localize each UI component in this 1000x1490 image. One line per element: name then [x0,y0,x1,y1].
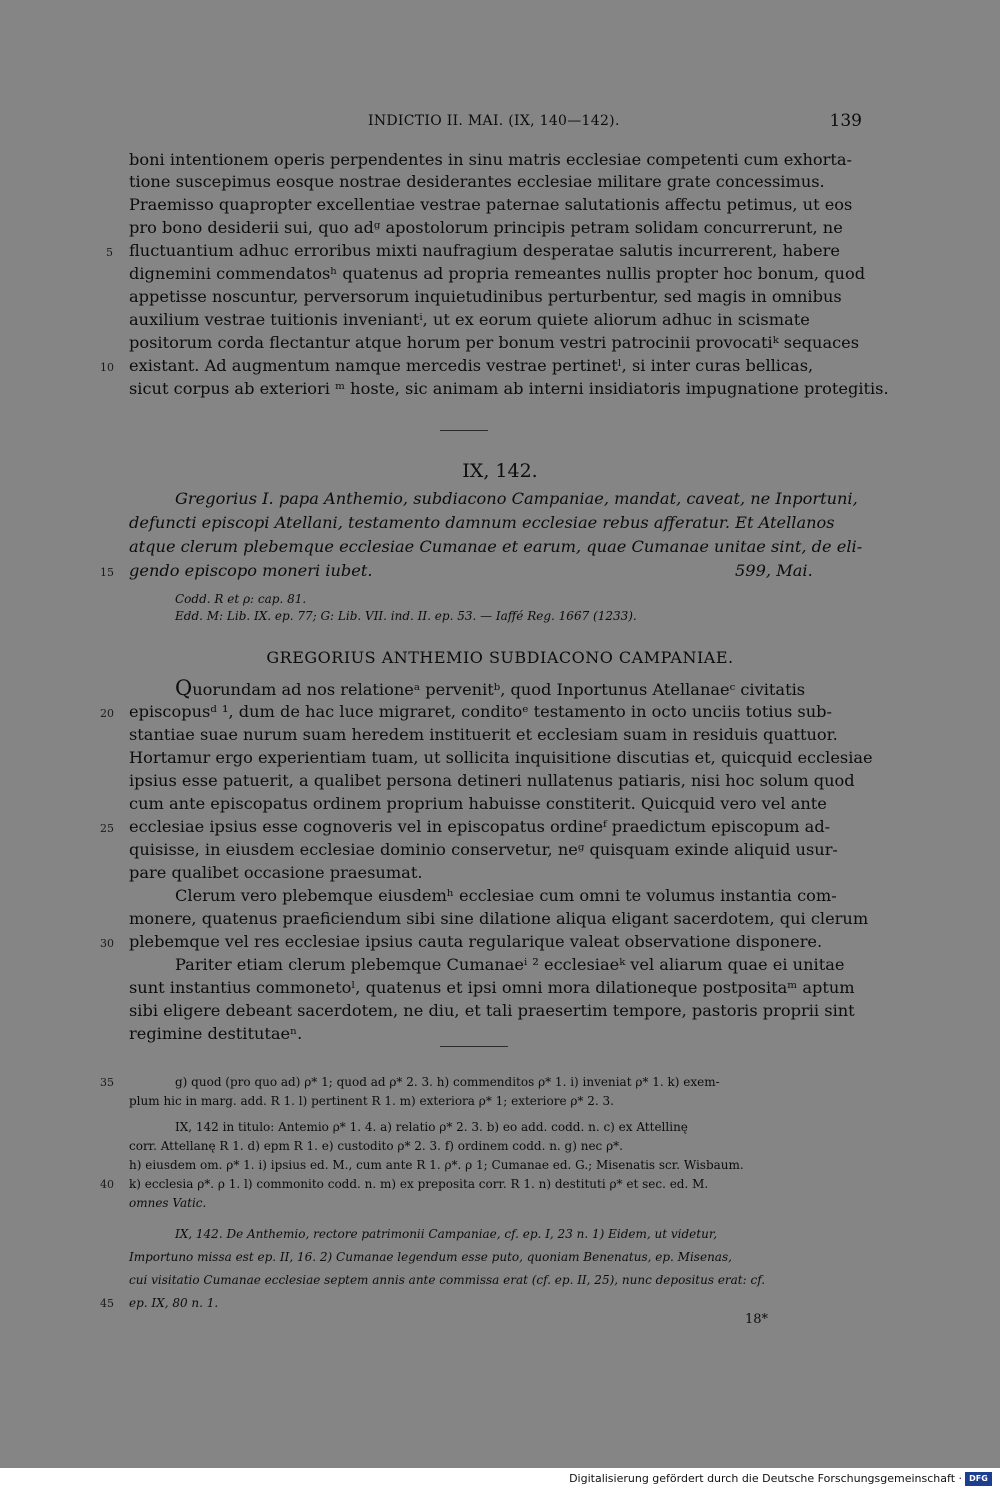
text-line: quisisse, in eiusdem ecclesiae dominio conservetur, neᵍ quisquam exinde aliquid usur- [129,840,838,859]
text-line-rest: uorundam ad nos relationeᵃ pervenitᵇ, quod Inportunus Atellanaeᶜ civitatis [192,680,806,699]
apparatus-line: omnes Vatic. [129,1196,207,1210]
line-number: 40 [100,1178,114,1191]
footnote-separator [440,1046,508,1047]
text-line: episcopusᵈ ¹, dum de hac luce migraret, conditoᵉ testamento in octo unciis totius sub- [129,702,832,721]
summary-line: atque clerum plebemque ecclesiae Cumanae et earum, quae Cumanae unitae sint, de eli- [129,537,863,556]
text-line: positorum corda flectantur atque horum per bonum vestri patrocinii provocatiᵏ sequaces [129,333,860,352]
epistle-number: IX, 142. [462,460,538,482]
dfg-logo: DFG [965,1472,992,1486]
text-line: regimine destitutaeⁿ. [129,1024,303,1043]
funding-text: Digitalisierung gefördert durch die Deutsche Forschungsgemeinschaft · [569,1472,962,1485]
text-line: fluctuantium adhuc erroribus mixti naufragium desperatae salutis incurrerent, habere [129,241,840,260]
text-line: ipsius esse patuerit, a qualibet persona detineri nullatenus patiaris, nisi hoc solum quod [129,771,855,790]
text-line [175,677,805,702]
running-head [130,113,862,137]
text-line: plebemque vel res ecclesiae ipsius cauta regularique valeat observatione disponere. [129,932,823,951]
text-line: Pariter etiam clerum plebemque Cumanaeⁱ ² ecclesiaeᵏ vel aliarum quae ei unitae [175,955,845,974]
summary-line: Gregorius I. papa Anthemio, subdiacono Campaniae, mandat, caveat, ne Inportuni, [175,489,858,508]
editions-note: Edd. M: Lib. IX. ep. 77; G: Lib. VII. ind. II. ep. 53. — Iaffé Reg. 1667 (1233). [175,609,637,623]
apparatus-line: plum hic in marg. add. R 1. l) pertinent R 1. m) exteriora ρ* 1; exteriore ρ* 2. 3. [129,1094,614,1108]
line-number: 45 [100,1297,114,1310]
text-line: dignemini commendatosʰ quatenus ad propria remeantes nullis propter hoc bonum, quod [129,264,866,283]
signature-mark: 18* [745,1312,769,1327]
text-line: tione suscepimus eosque nostrae desiderantes ecclesiae militare grate concessimus. [129,172,825,191]
summary-line: defuncti episcopi Atellani, testamento damnum ecclesiae rebus afferatur. Et Atellanos [129,513,835,532]
text-line: existant. Ad augmentum namque mercedis vestrae pertinetˡ, si inter curas bellicas, [129,356,814,375]
commentary-line: ep. IX, 80 n. 1. [129,1296,219,1310]
line-number: 35 [100,1076,114,1089]
summary-line: gendo episcopo moneri iubet. [129,561,373,580]
apparatus-line: IX, 142 in titulo: Antemio ρ* 1. 4. a) relatio ρ* 2. 3. b) eo add. codd. n. c) ex Attellinę [175,1120,688,1134]
commentary-line: cui visitatio Cumanae ecclesiae septem annis ante commissa erat (cf. ep. II, 25), nunc depositus erat: cf. [129,1273,766,1287]
apparatus-line: corr. Attellanę R 1. d) epm R 1. e) custodito ρ* 2. 3. f) ordinem codd. n. g) nec ρ*. [129,1139,623,1153]
line-number: 10 [100,361,114,374]
text-line: cum ante episcopatus ordinem proprium habuisse constiterit. Quicquid vero vel ante [129,794,827,813]
codices-note: Codd. R et ρ: cap. 81. [175,592,307,606]
text-line: ecclesiae ipsius esse cognoveris vel in episcopatus ordineᶠ praedictum episcopum ad- [129,817,831,836]
drop-cap: Q [175,676,193,700]
text-line: sunt instantius commonetoˡ, quatenus et ipsi omni mora dilationeque postpositaᵐ aptum [129,978,855,997]
text-line: Praemisso quapropter excellentiae vestrae paternae salutationis affectu petimus, ut eos [129,195,853,214]
text-line: Hortamur ergo experientiam tuam, ut sollicita inquisitione discutias et, quicquid ecclesiae [129,748,873,767]
commentary-line: Importuno missa est ep. II, 16. 2) Cumanae legendum esse puto, quoniam Benenatus, ep. Misenas, [129,1250,732,1264]
line-number: 20 [100,707,114,720]
apparatus-line: g) quod (pro quo ad) ρ* 1; quod ad ρ* 2. 3. h) commenditos ρ* 1. i) inveniat ρ* 1. k) exem- [175,1075,720,1089]
apparatus-line: h) eiusdem om. ρ* 1. i) ipsius ed. M., cum ante R 1. ρ*. ρ 1; Cumanae ed. G.; Misenatis scr. Wisbaum. [129,1158,744,1172]
text-line: appetisse noscuntur, perversorum inquietudinibus perturbentur, sed magis in omnibus [129,287,842,306]
text-line: pare qualibet occasione praesumat. [129,863,423,882]
text-line: Clerum vero plebemque eiusdemʰ ecclesiae cum omni te volumus instantia com- [175,886,837,905]
text-line: sicut corpus ab exteriori ᵐ hoste, sic animam ab interni insidiatoris impugnatione protegitis. [129,379,889,398]
running-head-title: INDICTIO II. MAI. (IX, 140—142). [368,113,620,129]
text-line: stantiae suae nurum suam heredem instituerit et ecclesiam suam in residuis quattuor. [129,725,838,744]
funding-banner [0,1468,1000,1490]
epistle-heading: GREGORIUS ANTHEMIO SUBDIACONO CAMPANIAE. [266,648,734,667]
text-line: pro bono desiderii sui, quo adᵍ apostolorum principis petram solidam concurrerunt, ne [129,218,843,237]
apparatus-line: k) ecclesia ρ*. ρ 1. l) commonito codd. n. m) ex preposita corr. R 1. n) destituti ρ* et sec. ed. M. [129,1177,709,1191]
line-number: 25 [100,822,114,835]
section-separator [440,430,488,431]
line-number: 15 [100,566,114,579]
page-number: 139 [829,111,862,131]
line-number: 5 [106,246,113,259]
text-line: auxilium vestrae tuitionis inveniantⁱ, ut ex eorum quiete aliorum adhuc in scismate [129,310,810,329]
epistle-date: 599, Mai. [735,561,813,580]
commentary-line: IX, 142. De Anthemio, rectore patrimonii Campaniae, cf. ep. I, 23 n. 1) Eidem, ut videtur, [175,1227,718,1241]
text-line: boni intentionem operis perpendentes in sinu matris ecclesiae competenti cum exhorta- [129,150,853,169]
line-number: 30 [100,937,114,950]
text-line: sibi eligere debeant sacerdotem, ne diu, et tali praesertim tempore, pastoris proprii sint [129,1001,855,1020]
text-line: monere, quatenus praeficiendum sibi sine dilatione aliqua eligant sacerdotem, qui clerum [129,909,869,928]
